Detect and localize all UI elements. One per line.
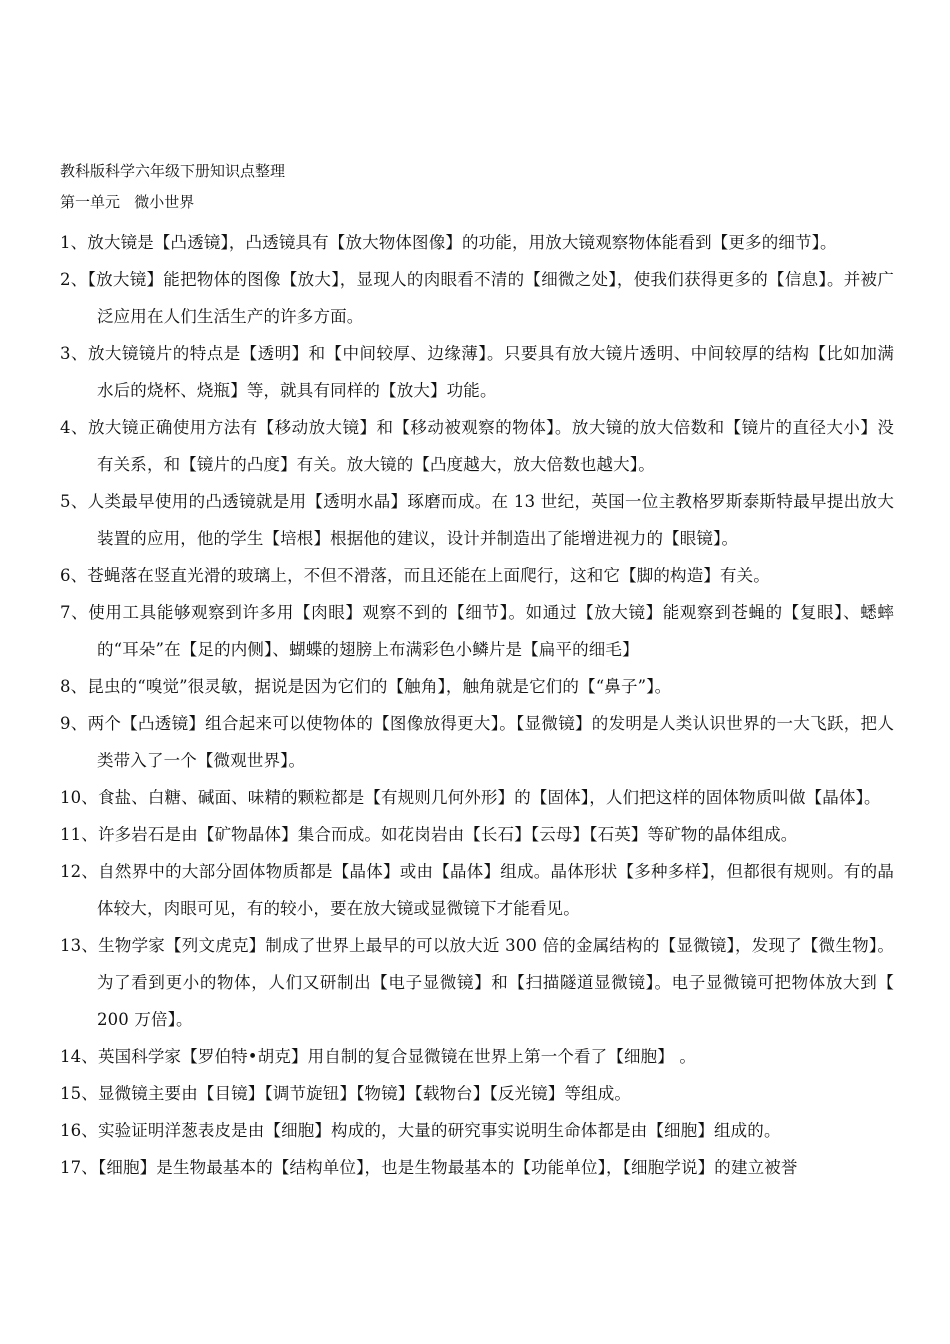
knowledge-point-3: 3、放大镜镜片的特点是【透明】和【中间较厚、边缘薄】。只要具有放大镜片透明、中间较厚的结构【比如加满水后的烧杯、烧瓶】等，就具有同样的【放大】功能。 <box>60 344 894 400</box>
knowledge-point-17: 17、【细胞】是生物最基本的【结构单位】，也是生物最基本的【功能单位】，【细胞学说】的建立被誉 <box>60 1158 798 1177</box>
knowledge-point-5: 5、人类最早使用的凸透镜就是用【透明水晶】琢磨而成。在 13 世纪，英国一位主教格罗斯泰斯特最早提出放大装置的应用，他的学生【培根】根据他的建议，设计并制造出了能增进视力的【眼镜】。 <box>60 492 894 548</box>
knowledge-point-4: 4、放大镜正确使用方法有【移动放大镜】和【移动被观察的物体】。放大镜的放大倍数和【镜片的直径大小】没有关系，和【镜片的凸度】有关。放大镜的【凸度越大，放大倍数也越大】。 <box>60 418 894 474</box>
knowledge-point-7: 7、使用工具能够观察到许多用【肉眼】观察不到的【细节】。如通过【放大镜】能观察到苍蝇的【复眼】、蟋蟀的“耳朵”在【足的内侧】、蝴蝶的翅膀上布满彩色小鳞片是【扁平的细毛】 <box>60 603 894 659</box>
knowledge-point-15: 15、显微镜主要由【目镜】【调节旋钮】【物镜】【载物台】【反光镜】等组成。 <box>60 1084 632 1103</box>
knowledge-point-1: 1、放大镜是【凸透镜】，凸透镜具有【放大物体图像】的功能，用放大镜观察物体能看到【更多的细节】。 <box>60 233 837 252</box>
knowledge-point-8: 8、昆虫的“嗅觉”很灵敏，据说是因为它们的【触角】，触角就是它们的【“鼻子”】。 <box>60 677 672 696</box>
knowledge-point-10: 10、食盐、白糖、碱面、味精的颗粒都是【有规则几何外形】的【固体】，人们把这样的固体物质叫做【晶体】。 <box>60 788 881 807</box>
knowledge-point-12: 12、自然界中的大部分固体物质都是【晶体】或由【晶体】组成。晶体形状【多种多样】，但都很有规则。有的晶体较大，肉眼可见，有的较小，要在放大镜或显微镜下才能看见。 <box>60 862 894 918</box>
unit-heading: 第一单元 微小世界 <box>60 193 195 211</box>
knowledge-point-list <box>60 224 894 1186</box>
knowledge-point-11: 11、许多岩石是由【矿物晶体】集合而成。如花岗岩由【长石】【云母】【石英】等矿物的晶体组成。 <box>60 825 798 844</box>
knowledge-point-14: 14、英国科学家【罗伯特•胡克】用自制的复合显微镜在世界上第一个看了【细胞】 。 <box>60 1047 696 1066</box>
knowledge-point-9: 9、两个【凸透镜】组合起来可以使物体的【图像放得更大】。【显微镜】的发明是人类认识世界的一大飞跃，把人类带入了一个【微观世界】。 <box>60 714 894 770</box>
knowledge-point-6: 6、苍蝇落在竖直光滑的玻璃上，不但不滑落，而且还能在上面爬行，这和它【脚的构造】有关。 <box>60 566 770 585</box>
document-title: 教科版科学六年级下册知识点整理 <box>60 162 286 180</box>
knowledge-point-2: 2、【放大镜】能把物体的图像【放大】，显现人的肉眼看不清的【细微之处】，使我们获得更多的【信息】。并被广泛应用在人们生活生产的许多方面。 <box>60 270 894 326</box>
knowledge-point-13: 13、生物学家【列文虎克】制成了世界上最早的可以放大近 300 倍的金属结构的【显微镜】，发现了【微生物】。为了看到更小的物体，人们又研制出【电子显微镜】和【扫描隧道显微镜】。电子显微镜可把物体放大到【 200 万倍】。 <box>60 936 894 1029</box>
knowledge-point-16: 16、实验证明洋葱表皮是由【细胞】构成的，大量的研究事实说明生命体都是由【细胞】组成的。 <box>60 1121 781 1140</box>
